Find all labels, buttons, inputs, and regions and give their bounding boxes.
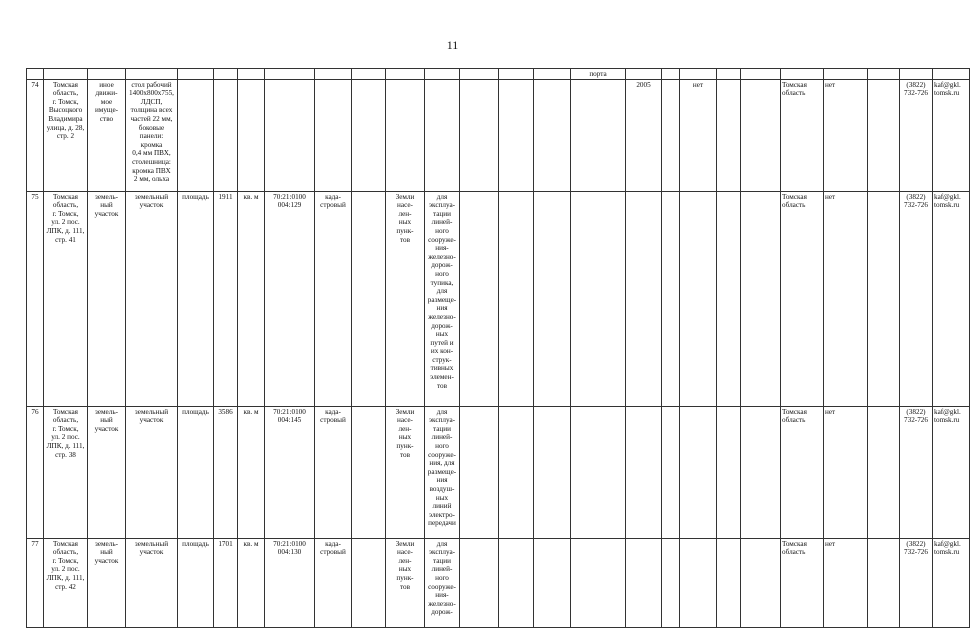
object-name-cell: земельный участок bbox=[126, 538, 178, 627]
owner-region-cell: Томская область bbox=[781, 191, 824, 406]
unit-cell: кв. м bbox=[238, 191, 265, 406]
table-row bbox=[27, 538, 970, 627]
email-cell: kaf@gkl. tomsk.ru bbox=[933, 191, 970, 406]
permitted-use-cell: для эксплуа- тации линей- ного сооруже- ния- железно- дорож- bbox=[425, 538, 460, 627]
cadastral-number-cell bbox=[265, 79, 315, 191]
year-cell: 2005 bbox=[626, 79, 662, 191]
unit-cell: кв. м bbox=[238, 406, 265, 538]
email-cell: kaf@gkl. tomsk.ru bbox=[933, 79, 970, 191]
restriction-cell: нет bbox=[824, 406, 868, 538]
property-kind-cell: иное движи- мое имуще- ство bbox=[88, 79, 126, 191]
year-cell bbox=[626, 406, 662, 538]
phone-cell: (3822) 732-726 bbox=[900, 538, 933, 627]
value-cell bbox=[214, 79, 238, 191]
phone-cell: (3822) 732-726 bbox=[900, 191, 933, 406]
table-row bbox=[27, 191, 970, 406]
phone-cell: (3822) 732-726 bbox=[900, 79, 933, 191]
phone-cell: (3822) 732-726 bbox=[900, 406, 933, 538]
owner-region-cell: Томская область bbox=[781, 79, 824, 191]
cadastral-number-cell: 70:21:0100 004:145 bbox=[265, 406, 315, 538]
number-type-cell bbox=[315, 79, 352, 191]
parameter-cell bbox=[178, 79, 214, 191]
object-name-cell: земельный участок bbox=[126, 191, 178, 406]
row-number: 77 bbox=[27, 538, 44, 627]
object-name-cell: стол рабочий 1400х800х755, ЛДСП, толщина всех частей 22 мм, боковые панели: кромка 0,4 мм ПВХ, столешница: кромка ПВХ 2 мм, ольха bbox=[126, 79, 178, 191]
permitted-use-cell: для эксплуа- тации линей- ного сооруже- ния, для размеще- ния воздуш- ных линий электро- передачи bbox=[425, 406, 460, 538]
owner-region-cell: Томская область bbox=[781, 406, 824, 538]
address-cell: Томская область, г. Томск, ул. 2 пос. ЛПК, д. 111, стр. 41 bbox=[44, 191, 88, 406]
address-cell: Томская область, г. Томск, Высоцкого Владимира улица, д. 28, стр. 2 bbox=[44, 79, 88, 191]
continued-text: порта bbox=[571, 69, 626, 80]
value-cell: 1911 bbox=[214, 191, 238, 406]
encumbrance-cell bbox=[680, 191, 717, 406]
email-cell: kaf@gkl. tomsk.ru bbox=[933, 406, 970, 538]
land-category-cell bbox=[386, 79, 425, 191]
cadastral-number-cell: 70:21:0100 004:129 bbox=[265, 191, 315, 406]
land-category-cell: Земли насе- лен- ных пунк- тов bbox=[386, 406, 425, 538]
continuation-row bbox=[27, 69, 970, 80]
number-type-cell: када- стровый bbox=[315, 406, 352, 538]
year-cell bbox=[626, 538, 662, 627]
cadastral-number-cell: 70:21:0100 004:130 bbox=[265, 538, 315, 627]
parameter-cell: площадь bbox=[178, 538, 214, 627]
property-kind-cell: земель- ный участок bbox=[88, 538, 126, 627]
owner-region-cell: Томская область bbox=[781, 538, 824, 627]
number-type-cell: када- стровый bbox=[315, 538, 352, 627]
property-kind-cell: земель- ный участок bbox=[88, 406, 126, 538]
restriction-cell: нет bbox=[824, 538, 868, 627]
encumbrance-cell bbox=[680, 406, 717, 538]
row-number: 74 bbox=[27, 79, 44, 191]
land-category-cell: Земли насе- лен- ных пунк- тов bbox=[386, 538, 425, 627]
encumbrance-cell: нет bbox=[680, 79, 717, 191]
permitted-use-cell bbox=[425, 79, 460, 191]
row-number: 75 bbox=[27, 191, 44, 406]
parameter-cell: площадь bbox=[178, 191, 214, 406]
address-cell: Томская область, г. Томск, ул. 2 пос. ЛПК, д. 111, стр. 38 bbox=[44, 406, 88, 538]
restriction-cell: нет bbox=[824, 191, 868, 406]
page-number: 11 bbox=[446, 38, 459, 52]
table-row bbox=[27, 79, 970, 191]
permitted-use-cell: для эксплуа- тации линей- ного сооруже- ния- железно- дорож- ного тупика, для размеще- ния железно- дорож- ных путей и их кон- струк- тивных элемен- тов bbox=[425, 191, 460, 406]
land-category-cell: Земли насе- лен- ных пунк- тов bbox=[386, 191, 425, 406]
property-registry-table bbox=[26, 68, 970, 628]
value-cell: 3586 bbox=[214, 406, 238, 538]
row-number: 76 bbox=[27, 406, 44, 538]
parameter-cell: площадь bbox=[178, 406, 214, 538]
table-row bbox=[27, 406, 970, 538]
address-cell: Томская область, г. Томск, ул. 2 пос. ЛПК, д. 111, стр. 42 bbox=[44, 538, 88, 627]
property-kind-cell: земель- ный участок bbox=[88, 191, 126, 406]
unit-cell bbox=[238, 79, 265, 191]
number-type-cell: када- стровый bbox=[315, 191, 352, 406]
value-cell: 1701 bbox=[214, 538, 238, 627]
unit-cell: кв. м bbox=[238, 538, 265, 627]
object-name-cell: земельный участок bbox=[126, 406, 178, 538]
email-cell: kaf@gkl. tomsk.ru bbox=[933, 538, 970, 627]
restriction-cell: нет bbox=[824, 79, 868, 191]
year-cell bbox=[626, 191, 662, 406]
encumbrance-cell bbox=[680, 538, 717, 627]
